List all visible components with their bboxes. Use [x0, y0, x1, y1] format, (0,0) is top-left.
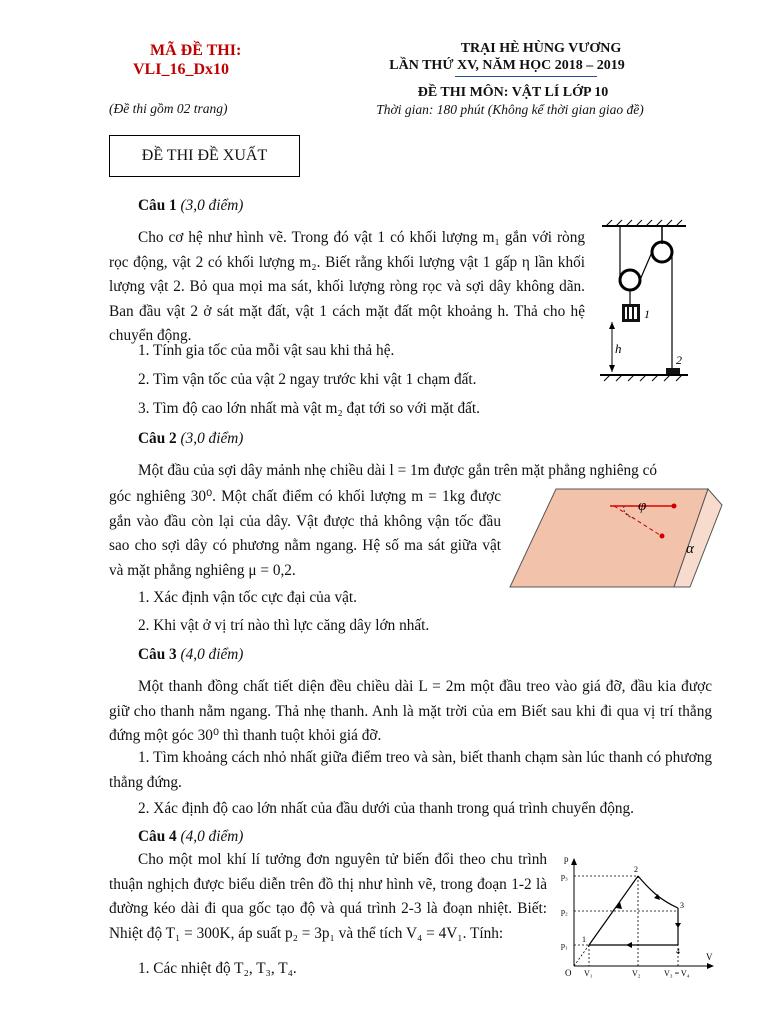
- q2-line-1: Một đầu của sợi dây mảnh nhẹ chiều dài l = 1m được gắn trên mặt phẳng nghiêng có: [138, 462, 658, 479]
- header-rule: [455, 76, 597, 77]
- q3-heading: [138, 646, 243, 664]
- camp-name: TRẠI HÈ HÙNG VƯƠNG: [460, 41, 622, 56]
- edition: LẦN THỨ XV, NĂM HỌC 2018 – 2019: [389, 58, 625, 73]
- axis-v-label: V: [706, 952, 713, 962]
- q1-item-2: 2. Tìm vận tốc của vật 2 ngay trước khi vật 1 chạm đất.: [138, 371, 477, 388]
- state-2-label: 2: [634, 865, 638, 874]
- subject: ĐỀ THI MÔN: VẬT LÍ LỚP 10: [417, 85, 609, 100]
- state-3-label: 3: [680, 901, 684, 910]
- tick-v1: V₁: [584, 969, 593, 978]
- q1-item-3: 3. Tìm độ cao lớn nhất mà vật m₂ đạt tới so với mặt đất.: [138, 400, 480, 417]
- origin-label: O: [565, 968, 572, 978]
- q4-title: Câu 4: [138, 828, 177, 845]
- height-label: h: [615, 341, 622, 356]
- q2-item-2: 2. Khi vật ở vị trí nào thì lực căng dây lớn nhất.: [138, 617, 430, 634]
- incline-figure: [506, 487, 726, 591]
- tick-v2: V₂: [632, 969, 641, 978]
- q1-points: (3,0 điểm): [180, 197, 244, 214]
- q3-item-1: 1. Tìm khoảng cách nhỏ nhất giữa điểm treo và sàn, biết thanh chạm sàn lúc thanh có phương thẳng đứng.: [109, 749, 712, 791]
- exam-code: VLI_16_Dx10: [133, 61, 230, 78]
- q4-item-1: 1. Các nhiệt độ T₂, T₃, T₄.: [138, 960, 297, 977]
- proposal-box: ĐỀ THI ĐỀ XUẤT: [109, 135, 300, 177]
- code-label: MÃ ĐỀ THI:: [150, 42, 242, 59]
- q2-item-1: 1. Xác định vận tốc cực đại của vật.: [138, 589, 357, 606]
- tick-p2: p₂: [561, 907, 568, 916]
- q3-title: Câu 3: [138, 646, 177, 663]
- state-1-label: 1: [582, 935, 586, 944]
- angle-phi-label: φ: [638, 498, 647, 514]
- pv-diagram: [558, 852, 722, 980]
- q4-heading: [138, 828, 243, 846]
- q4-points: (4,0 điểm): [180, 828, 244, 845]
- q2-heading: [138, 430, 243, 448]
- q1-title: Câu 1: [138, 197, 177, 214]
- q1-item-1: 1. Tính gia tốc của mỗi vật sau khi thả hệ.: [138, 342, 395, 359]
- q3-item-2: 2. Xác định độ cao lớn nhất của đầu dưới của thanh trong quá trình chuyển động.: [138, 800, 634, 817]
- mass-2-label: 2: [676, 353, 682, 367]
- mass-1-label: 1: [644, 307, 650, 321]
- tick-p3: p₃: [561, 872, 568, 881]
- tick-p1: p₁: [561, 941, 568, 950]
- q3-points: (4,0 điểm): [180, 646, 244, 663]
- q3-text: Một thanh đồng chất tiết diện đều chiều dài L = 2m một đầu treo vào giá đỡ, đầu kia được giữ cho thanh nằm ngang. Thả nhẹ thanh. Anh là mặt trời của em Biết sau khi đi qua vị trí thẳng đứng một góc 30⁰ thì thanh tuột khỏi giá đỡ.: [109, 678, 712, 744]
- axis-p-label: p: [564, 854, 569, 864]
- time-limit: Thời gian: 180 phút (Không kể thời gian giao đề): [376, 102, 644, 117]
- q4-text: Cho một mol khí lí tưởng đơn nguyên tử biến đổi theo chu trình thuận nghịch được biểu diễn trên đồ thị như hình vẽ, trong đoạn 1-2 là đường kéo dài đi qua gốc tạo độ và quá trình 2-3 là đoạn nhiệt. Biết: Nhiệt độ T₁ = 300K, áp suất p₂ = 3p₁ và thể tích V₄ = 4V₁. Tính:: [109, 851, 547, 942]
- q2-points: (3,0 điểm): [180, 430, 244, 447]
- angle-alpha-label: α: [686, 541, 694, 557]
- q2-title: Câu 2: [138, 430, 177, 447]
- q2-text: góc nghiêng 30⁰. Một chất điểm có khối lượng m = 1kg được gắn vào đầu còn lại của dây. Vật được thả không vận tốc đầu sao cho sợi dây có phương nằm ngang. Hệ số ma sát giữa vật và mặt phẳng nghiêng μ = 0,2.: [109, 488, 501, 579]
- state-4-label: 4: [676, 947, 680, 956]
- q1-text: Cho cơ hệ như hình vẽ. Trong đó vật 1 có khối lượng m₁ gắn với ròng rọc động, vật 2 có khối lượng m₂. Biết rằng khối lượng vật 1 gấp η lần khối lượng vật 2. Bỏ qua mọi ma sát, khối lượng ròng rọc và sợi dây không dãn. Ban đầu vật 2 ở sát mặt đất, vật 1 cách mặt đất một khoảng h. Thả cho hệ chuyển động.: [109, 229, 585, 344]
- pulley-figure: [596, 218, 690, 390]
- tick-v34: V₃ = V₄: [664, 969, 690, 978]
- q1-heading: [138, 197, 243, 215]
- page-count: (Đề thi gồm 02 trang): [109, 101, 228, 116]
